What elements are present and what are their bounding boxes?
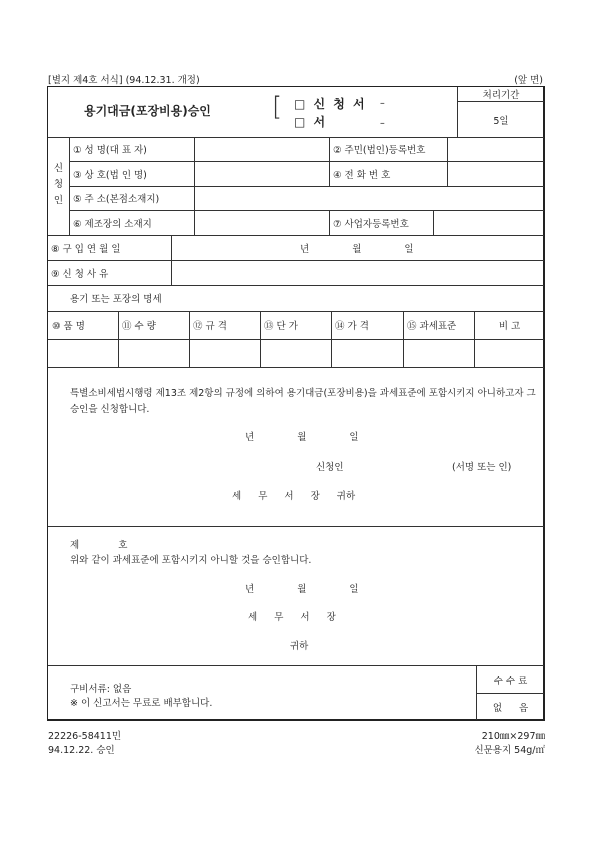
applicant-label: 신청인 (316, 462, 344, 473)
column-unit-price: ⑬ 단 가 (264, 321, 298, 332)
column-price: ⑭ 가 격 (335, 321, 369, 332)
divider (69, 137, 70, 235)
address-field[interactable] (195, 187, 544, 210)
company-label: ③ 상 호(법 인 명) (73, 169, 147, 181)
phone-field[interactable] (448, 162, 544, 186)
approval-recipient: 귀하 (290, 641, 309, 652)
name-field[interactable] (195, 138, 329, 161)
column-spec: ⑫ 규 격 (193, 321, 227, 332)
company-field[interactable] (195, 162, 329, 186)
resident-no-field[interactable] (448, 138, 544, 161)
left-bracket: [ (272, 92, 283, 122)
required-documents: 구비서류: 없음 (70, 684, 132, 695)
purchase-date-label: ⑧ 구 입 연 월 일 (51, 243, 121, 255)
form-number: [별지 제4호 서식] (94.12.31. 개정) (48, 75, 200, 86)
resident-no-label: ② 주민(법인)등록번호 (333, 145, 426, 156)
fee-value: 없 음 (492, 703, 529, 714)
column-item-name: ⑩ 품 명 (52, 321, 85, 332)
reason-field[interactable] (172, 261, 544, 285)
column-quantity: ⑪ 수 량 (122, 321, 156, 332)
fee-label: 수 수 료 (493, 675, 528, 687)
option-other[interactable]: □ 서 (294, 114, 328, 129)
phone-label: ④ 전 화 번 호 (333, 169, 391, 181)
reason-label: ⑨ 신 청 사 유 (51, 268, 109, 280)
approval-statement: 위와 같이 과세표준에 포함시키지 아니할 것을 승인합니다. (70, 555, 312, 566)
column-tax-base: ⑮ 과세표준 (407, 321, 457, 332)
page-side-label: (앞 면) (514, 75, 543, 86)
applicant-side-char-3: 인 (53, 195, 64, 206)
option-application[interactable]: □ 신 청 서 (294, 96, 367, 111)
factory-location-label: ⑥ 제조장의 소재지 (73, 218, 152, 230)
free-distribution-note: ※ 이 신고서는 무료로 배부합니다. (70, 698, 213, 709)
statement-date: 년 월 일 (245, 432, 359, 443)
approval-number: 제 호 (70, 540, 128, 551)
divider (48, 526, 544, 527)
application-statement: 특별소비세법시행령 제13조 제2항의 규정에 의하여 용기대금(포장비용)을 과세표준에 포함시키지 아니하고자 그 승인을 신청합니다. (70, 388, 536, 415)
details-data-row[interactable] (49, 340, 544, 367)
approval-date: 년 월 일 (245, 584, 359, 595)
paper-type: 신문용지 54g/㎡ (474, 745, 545, 756)
approval-date-note: 94.12.22. 승인 (48, 745, 115, 756)
processing-period-label: 처리기간 (482, 90, 520, 101)
divider (329, 210, 330, 235)
applicant-side-char-2: 청 (53, 179, 64, 190)
business-no-field[interactable] (434, 211, 544, 235)
form-title: 용기대금(포장비용)승인 (84, 103, 211, 118)
option-dash-2: – (380, 117, 385, 129)
divider (48, 665, 544, 666)
divider (48, 235, 544, 236)
business-no-label: ⑦ 사업자등록번호 (333, 218, 409, 230)
processing-period-value: 5일 (493, 115, 509, 127)
column-remarks: 비 고 (498, 321, 521, 332)
statement-recipient: 세 무 서 장 귀하 (232, 491, 356, 502)
approval-office: 세 무 서 장 (248, 612, 336, 623)
option-dash-1: – (380, 97, 385, 109)
paper-size: 210㎜×297㎜ (481, 731, 545, 742)
address-label: ⑤ 주 소(본점소재지) (73, 194, 160, 205)
signature-label: (서명 또는 인) (452, 462, 512, 473)
applicant-side-char-1: 신 (53, 163, 64, 174)
purchase-date-field[interactable]: 년 월 일 (300, 243, 414, 255)
factory-location-field[interactable] (195, 211, 329, 235)
details-section-label: 용기 또는 포장의 명세 (70, 294, 162, 305)
form-code: 22226-58411민 (48, 731, 122, 742)
divider (329, 137, 330, 186)
name-label: ① 성 명(대 표 자) (73, 145, 147, 156)
divider (48, 367, 544, 368)
